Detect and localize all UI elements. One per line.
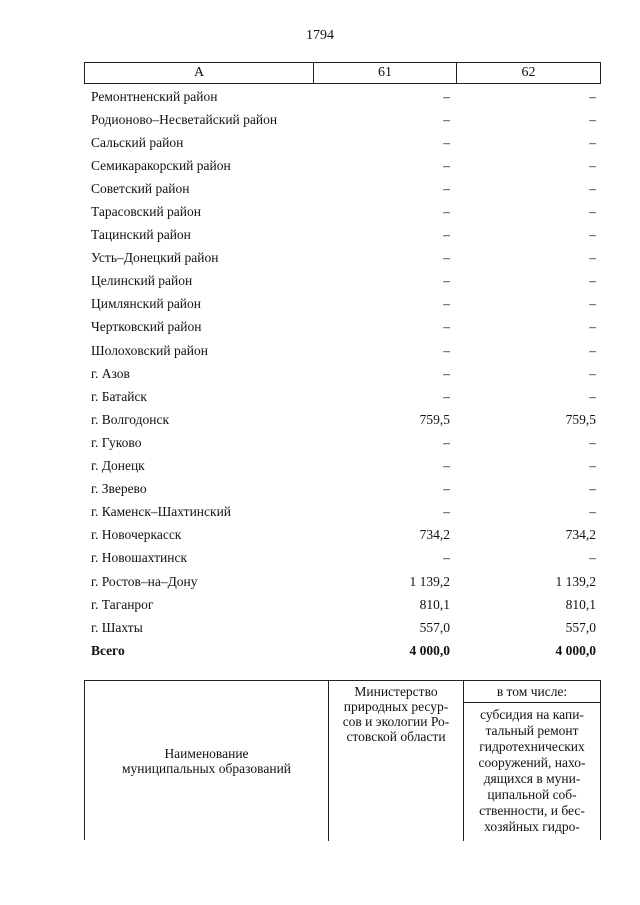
row-value-61: 4 000,0 bbox=[409, 642, 450, 658]
table-row bbox=[84, 154, 601, 177]
table-row bbox=[84, 362, 601, 385]
row-value-62: – bbox=[589, 273, 596, 289]
table2-col-ministry-line: Министерство bbox=[354, 684, 438, 699]
table2-col-name-line: муниципальных образований bbox=[121, 761, 292, 776]
table-row bbox=[84, 224, 601, 247]
row-value-62: 759,5 bbox=[565, 411, 596, 427]
table2-header bbox=[84, 680, 601, 840]
row-value-61: – bbox=[443, 273, 450, 289]
table2-col-subsidy-line: гидротехнических bbox=[479, 739, 585, 754]
row-value-61: – bbox=[443, 111, 450, 127]
table2-col-subsidy-line: хозяйных гидро- bbox=[484, 819, 580, 834]
table-row bbox=[84, 408, 601, 431]
row-name: г. Новочеркасск bbox=[91, 527, 182, 543]
table-row bbox=[84, 616, 601, 639]
row-name: Родионово–Несветайский район bbox=[91, 111, 278, 127]
row-name: г. Зверево bbox=[91, 481, 147, 497]
table2-col-ministry-line: сов и экологии Ро- bbox=[342, 714, 450, 729]
table-row bbox=[84, 478, 601, 501]
row-value-62: – bbox=[589, 227, 596, 243]
row-value-62: – bbox=[589, 550, 596, 566]
row-value-62: 734,2 bbox=[565, 527, 596, 543]
table-row bbox=[84, 385, 601, 408]
row-name: Тацинский район bbox=[91, 227, 191, 243]
table-row bbox=[84, 593, 601, 616]
row-value-61: – bbox=[443, 250, 450, 266]
row-value-61: – bbox=[443, 458, 450, 474]
row-value-61: – bbox=[443, 157, 450, 173]
row-name: Сальский район bbox=[91, 134, 184, 150]
row-value-61: – bbox=[443, 434, 450, 450]
table-row bbox=[84, 524, 601, 547]
row-value-61: – bbox=[443, 88, 450, 104]
row-value-61: – bbox=[443, 204, 450, 220]
row-name: г. Батайск bbox=[91, 388, 147, 404]
row-name: Советский район bbox=[91, 180, 190, 196]
table-row bbox=[84, 85, 601, 108]
table1-header-62: 62 bbox=[521, 65, 536, 80]
row-name: г. Волгодонск bbox=[91, 411, 170, 427]
row-name: Цимлянский район bbox=[91, 296, 202, 312]
table2-col-name bbox=[85, 681, 329, 841]
row-value-62: – bbox=[589, 319, 596, 335]
row-name: г. Донецк bbox=[91, 458, 145, 474]
table2-col-subsidy-line: сооружений, нахо- bbox=[478, 755, 586, 770]
table1-body bbox=[84, 85, 601, 662]
row-value-62: – bbox=[589, 204, 596, 220]
table-row bbox=[84, 108, 601, 131]
table2-col-subsidy-line: дящихся в муни- bbox=[483, 771, 581, 786]
row-value-62: 557,0 bbox=[565, 619, 596, 635]
row-value-61: 1 139,2 bbox=[409, 573, 450, 589]
table-row bbox=[84, 131, 601, 154]
table-row bbox=[84, 200, 601, 223]
table-row bbox=[84, 316, 601, 339]
table-row bbox=[84, 501, 601, 524]
row-name: Всего bbox=[91, 642, 125, 658]
row-name: г. Таганрог bbox=[91, 596, 154, 612]
table-row bbox=[84, 431, 601, 454]
row-name: г. Новошахтинск bbox=[91, 550, 187, 566]
row-value-61: – bbox=[443, 481, 450, 497]
row-value-62: – bbox=[589, 111, 596, 127]
table2-col-including: в том числе: bbox=[464, 681, 600, 703]
row-value-61: 759,5 bbox=[419, 411, 450, 427]
row-value-61: – bbox=[443, 550, 450, 566]
row-value-62: – bbox=[589, 342, 596, 358]
row-name: Усть–Донецкий район bbox=[91, 250, 219, 266]
row-value-62: – bbox=[589, 365, 596, 381]
row-value-62: – bbox=[589, 88, 596, 104]
row-value-62: 810,1 bbox=[565, 596, 596, 612]
row-value-61: – bbox=[443, 342, 450, 358]
table1-header-a: А bbox=[85, 63, 314, 83]
row-name: Семикаракорский район bbox=[91, 157, 231, 173]
table-row bbox=[84, 293, 601, 316]
row-name: г. Шахты bbox=[91, 619, 143, 635]
table2-col-name-line: Наименование bbox=[164, 746, 249, 761]
table2-col-ministry-line: природных ресур- bbox=[343, 699, 449, 714]
page-number: 1794 bbox=[306, 28, 334, 43]
table-row bbox=[84, 177, 601, 200]
row-name: Шолоховский район bbox=[91, 342, 208, 358]
row-value-62: – bbox=[589, 157, 596, 173]
row-value-61: – bbox=[443, 134, 450, 150]
table-row bbox=[84, 247, 601, 270]
row-value-61: 810,1 bbox=[419, 596, 450, 612]
row-value-61: – bbox=[443, 388, 450, 404]
row-value-61: 557,0 bbox=[419, 619, 450, 635]
row-name: г. Гуково bbox=[91, 434, 142, 450]
table-row bbox=[84, 270, 601, 293]
table-total-row bbox=[84, 639, 601, 662]
table2-col-ministry bbox=[329, 681, 464, 841]
row-value-62: – bbox=[589, 458, 596, 474]
row-value-62: – bbox=[589, 504, 596, 520]
row-name: Чертковский район bbox=[91, 319, 202, 335]
row-value-62: – bbox=[589, 180, 596, 196]
row-value-61: – bbox=[443, 365, 450, 381]
table-row bbox=[84, 547, 601, 570]
row-name: Тарасовский район bbox=[91, 204, 201, 220]
row-value-62: – bbox=[589, 481, 596, 497]
table2-col-subsidy bbox=[464, 703, 600, 841]
table2-col-subsidy-line: субсидия на капи- bbox=[480, 707, 584, 722]
row-value-61: – bbox=[443, 319, 450, 335]
row-value-61: – bbox=[443, 296, 450, 312]
row-name: г. Азов bbox=[91, 365, 130, 381]
row-value-61: – bbox=[443, 180, 450, 196]
table2-col-ministry-line: стовской области bbox=[346, 729, 446, 744]
table2-col-subsidy-line: ципальной соб- bbox=[487, 787, 577, 802]
row-value-62: – bbox=[589, 296, 596, 312]
row-name: г. Каменск–Шахтинский bbox=[91, 504, 232, 520]
row-value-61: – bbox=[443, 504, 450, 520]
row-value-62: 4 000,0 bbox=[555, 642, 596, 658]
table2-col-subsidy-line: тальный ремонт bbox=[485, 723, 579, 738]
row-value-62: – bbox=[589, 250, 596, 266]
table-row bbox=[84, 570, 601, 593]
row-value-61: – bbox=[443, 227, 450, 243]
row-value-61: 734,2 bbox=[419, 527, 450, 543]
table2-col-subsidy-line: ственности, и бес- bbox=[479, 803, 585, 818]
table-row bbox=[84, 339, 601, 362]
row-value-62: – bbox=[589, 134, 596, 150]
row-value-62: – bbox=[589, 388, 596, 404]
row-name: Ремонтненский район bbox=[91, 88, 218, 104]
table1-header bbox=[84, 62, 601, 84]
row-name: Целинский район bbox=[91, 273, 193, 289]
table-row bbox=[84, 455, 601, 478]
row-value-62: 1 139,2 bbox=[555, 573, 596, 589]
table1-header-61: 61 bbox=[314, 63, 457, 83]
row-value-62: – bbox=[589, 434, 596, 450]
row-name: г. Ростов–на–Дону bbox=[91, 573, 198, 589]
